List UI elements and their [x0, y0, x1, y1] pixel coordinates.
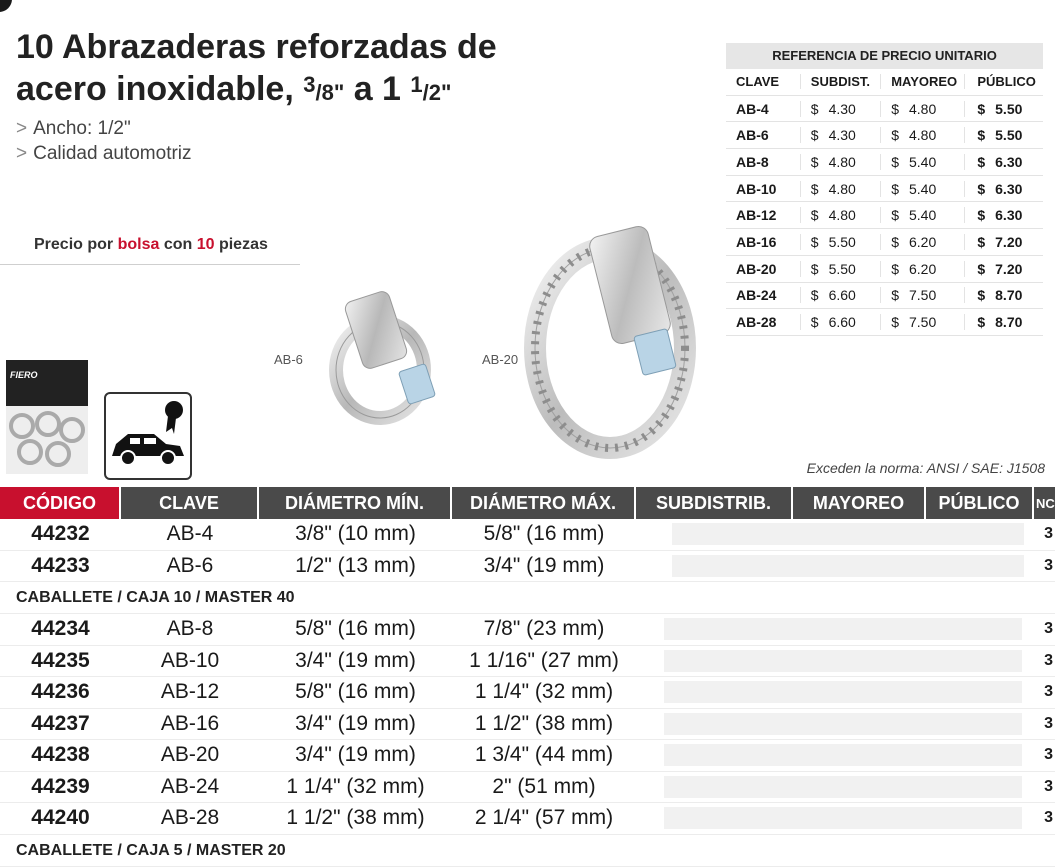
cell-clave: AB-20 [160, 743, 220, 767]
mayoreo-cell [880, 101, 964, 117]
norm-note: Exceden la norma: ANSI / SAE: J1508 [806, 460, 1045, 476]
cell-nc: 3 [1044, 651, 1053, 669]
price-row [726, 202, 1043, 229]
title-fraction-2-num: 1 [410, 72, 423, 97]
table-row [0, 772, 1055, 804]
publico: 5.50 [995, 100, 1023, 117]
header-mayoreo: MAYOREO [793, 487, 926, 519]
group-label: CABALLETE / CAJA 5 / MASTER 20 [0, 835, 1055, 867]
chevron-right-icon: > [16, 143, 28, 164]
header-codigo: CÓDIGO [0, 487, 121, 519]
publico-cell [964, 154, 1043, 170]
table-row [0, 614, 1055, 646]
price-row [726, 283, 1043, 310]
subdist: 4.80 [828, 180, 856, 197]
cell-clave: AB-6 [166, 553, 214, 577]
cell-prices-blank [636, 744, 1034, 766]
cell-codigo: 44240 [31, 806, 90, 830]
currency: $ [977, 207, 986, 224]
cell-codigo: 44232 [31, 522, 90, 546]
publico-cell [964, 314, 1043, 330]
col-publico: PÚBLICO [964, 74, 1043, 89]
cell-prices-blank [636, 650, 1034, 672]
subdist-cell [800, 181, 880, 197]
mayoreo: 4.80 [908, 127, 937, 144]
publico-cell [964, 287, 1043, 303]
clave: AB-20 [736, 260, 777, 277]
currency: $ [810, 287, 819, 304]
package-brand-logo: FIERO [10, 370, 38, 380]
cell-nc: 3 [1044, 809, 1053, 827]
mayoreo-cell [880, 287, 964, 303]
clave: AB-6 [736, 127, 769, 144]
table-row [0, 551, 1055, 583]
mayoreo-cell [880, 181, 964, 197]
corner-mark [0, 0, 12, 12]
cell-codigo: 44233 [31, 553, 90, 577]
automotive-quality-icon [104, 392, 192, 480]
subdist: 4.80 [828, 153, 856, 170]
title-line-2a: acero inoxidable, [16, 70, 304, 108]
currency: $ [977, 153, 986, 170]
col-subdist: SUBDIST. [800, 74, 880, 89]
mayoreo-cell [880, 314, 964, 330]
currency: $ [977, 100, 986, 117]
cell-diametro-max: 3/4" (19 mm) [483, 553, 605, 577]
product-table [0, 487, 1055, 867]
subdist-cell [800, 127, 880, 143]
subdist: 5.50 [828, 233, 856, 250]
clave: AB-8 [736, 153, 769, 170]
currency: $ [891, 287, 899, 304]
clave: AB-28 [736, 314, 777, 331]
table-row [0, 740, 1055, 772]
header-subdistrib: SUBDISTRIB. [636, 487, 793, 519]
subdist: 4.80 [828, 207, 856, 224]
cell-diametro-max: 1 3/4" (44 mm) [474, 743, 614, 767]
cell-diametro-min: 5/8" (16 mm) [295, 617, 416, 641]
publico-cell [964, 207, 1043, 223]
header-nc: NC [1034, 487, 1055, 519]
cell-prices-blank [636, 807, 1034, 829]
feature-text: Calidad automotriz [33, 143, 192, 164]
award-ribbon-icon [165, 401, 183, 434]
cell-diametro-max: 1 1/4" (32 mm) [474, 680, 614, 704]
currency: $ [977, 180, 986, 197]
currency: $ [977, 260, 986, 277]
currency: $ [977, 127, 986, 144]
subdist-cell [800, 101, 880, 117]
publico-cell [964, 234, 1043, 250]
bag-word: bolsa [117, 236, 160, 253]
hose-clamp-large-image [518, 220, 703, 465]
subdist-cell [800, 261, 880, 277]
cell-prices-blank [636, 555, 1034, 577]
cell-clave: AB-28 [160, 806, 220, 830]
subdist: 6.60 [828, 314, 856, 331]
subdist: 5.50 [828, 260, 856, 277]
table-row [0, 803, 1055, 835]
header-diametro-min: DIÁMETRO MÍN. [259, 487, 452, 519]
mayoreo: 5.40 [908, 180, 937, 197]
price-row [726, 309, 1043, 336]
cell-prices-blank [636, 713, 1034, 735]
publico: 8.70 [995, 287, 1023, 304]
header-clave: CLAVE [121, 487, 259, 519]
price-row [726, 229, 1043, 256]
group-label: CABALLETE / CAJA 10 / MASTER 40 [0, 582, 1055, 614]
cell-prices-blank [636, 681, 1034, 703]
mayoreo: 6.20 [908, 233, 937, 250]
bag-count: 10 [196, 236, 215, 253]
currency: $ [891, 100, 899, 117]
table-row [0, 646, 1055, 678]
subdist-cell [800, 234, 880, 250]
feature-item [16, 141, 192, 166]
cell-nc: 3 [1044, 777, 1053, 795]
cell-diametro-max: 7/8" (23 mm) [483, 617, 605, 641]
title-line-1: 10 Abrazaderas reforzadas de [16, 28, 497, 66]
package-contents-image [6, 406, 88, 474]
currency: $ [810, 207, 819, 224]
publico: 6.30 [995, 207, 1023, 224]
cell-clave: AB-4 [166, 522, 214, 546]
publico: 8.70 [995, 314, 1023, 331]
feature-list [16, 116, 192, 166]
subdist-cell [800, 287, 880, 303]
bag-price-note [34, 236, 268, 254]
cell-codigo: 44238 [31, 743, 90, 767]
publico-cell [964, 101, 1043, 117]
cell-clave: AB-16 [160, 711, 220, 735]
clave: AB-4 [736, 100, 769, 117]
mayoreo-cell [880, 207, 964, 223]
mayoreo: 7.50 [908, 287, 937, 304]
mayoreo-cell [880, 234, 964, 250]
cell-nc: 3 [1044, 714, 1053, 732]
currency: $ [891, 207, 899, 224]
publico: 6.30 [995, 153, 1023, 170]
currency: $ [891, 314, 899, 331]
price-reference-heading: REFERENCIA DE PRECIO UNITARIO [726, 43, 1043, 69]
publico-cell [964, 181, 1043, 197]
cell-prices-blank [636, 618, 1034, 640]
cell-diametro-min: 3/4" (19 mm) [295, 711, 416, 735]
cell-nc: 3 [1044, 556, 1053, 574]
cell-diametro-max: 1 1/16" (27 mm) [469, 648, 619, 672]
cell-prices-blank [636, 523, 1034, 545]
cell-diametro-max: 2" (51 mm) [492, 774, 596, 798]
product-package-image [6, 360, 88, 474]
publico: 7.20 [995, 233, 1023, 250]
bag-prefix: Precio por [34, 236, 118, 253]
cell-clave: AB-12 [160, 680, 220, 704]
cell-diametro-min: 3/4" (19 mm) [295, 743, 416, 767]
cell-codigo: 44239 [31, 774, 90, 798]
image-label-small: AB-6 [274, 352, 303, 367]
cell-diametro-min: 5/8" (16 mm) [295, 680, 416, 704]
table-row [0, 677, 1055, 709]
clave: AB-10 [736, 180, 777, 197]
divider [0, 264, 300, 265]
cell-clave: AB-24 [160, 774, 220, 798]
currency: $ [891, 260, 899, 277]
currency: $ [810, 260, 819, 277]
table-header-row [0, 487, 1055, 519]
currency: $ [977, 314, 986, 331]
title-fraction-2-den: /2" [422, 80, 452, 105]
package-header [6, 360, 88, 406]
image-label-large: AB-20 [482, 352, 519, 367]
cell-prices-blank [636, 776, 1034, 798]
feature-item [16, 116, 192, 141]
table-row [0, 519, 1055, 551]
header-diametro-max: DIÁMETRO MÁX. [452, 487, 636, 519]
mayoreo: 4.80 [908, 100, 937, 117]
currency: $ [891, 180, 899, 197]
price-row [726, 122, 1043, 149]
cell-nc: 3 [1044, 746, 1053, 764]
clave: AB-16 [736, 233, 777, 250]
currency: $ [891, 233, 899, 250]
price-row [726, 149, 1043, 176]
mayoreo: 6.20 [908, 260, 937, 277]
currency: $ [891, 153, 899, 170]
cell-diametro-max: 2 1/4" (57 mm) [474, 806, 614, 830]
bag-suffix: piezas [214, 236, 268, 253]
cell-nc: 3 [1044, 525, 1053, 543]
currency: $ [810, 100, 819, 117]
subdist: 4.30 [828, 100, 856, 117]
table-row [0, 709, 1055, 741]
mayoreo: 7.50 [908, 314, 937, 331]
col-mayoreo: MAYOREO [880, 74, 964, 89]
clave: AB-24 [736, 287, 777, 304]
publico-cell [964, 261, 1043, 277]
clave: AB-12 [736, 207, 777, 224]
cell-diametro-min: 1 1/4" (32 mm) [286, 774, 425, 798]
cell-diametro-min: 3/4" (19 mm) [295, 648, 416, 672]
currency: $ [810, 127, 819, 144]
publico-cell [964, 127, 1043, 143]
bag-mid: con [159, 236, 197, 253]
subdist: 6.60 [828, 287, 856, 304]
feature-text: Ancho: 1/2" [33, 118, 131, 139]
mayoreo-cell [880, 261, 964, 277]
cell-diametro-min: 1/2" (13 mm) [295, 553, 416, 577]
mayoreo: 5.40 [908, 207, 937, 224]
cell-diametro-min: 3/8" (10 mm) [295, 522, 416, 546]
title-fraction-1-num: 3 [303, 72, 316, 97]
cell-nc: 3 [1044, 620, 1053, 638]
cell-codigo: 44234 [31, 617, 90, 641]
subdist: 4.30 [828, 127, 856, 144]
cell-codigo: 44236 [31, 680, 90, 704]
cell-codigo: 44235 [31, 648, 90, 672]
subdist-cell [800, 207, 880, 223]
currency: $ [810, 153, 819, 170]
price-row [726, 256, 1043, 283]
cell-diametro-max: 5/8" (16 mm) [483, 522, 605, 546]
currency: $ [810, 233, 819, 250]
cell-clave: AB-8 [166, 617, 214, 641]
hose-clamp-small-image [325, 285, 445, 430]
currency: $ [977, 233, 986, 250]
price-reference-header-row [726, 69, 1043, 96]
cell-diametro-min: 1 1/2" (38 mm) [286, 806, 425, 830]
publico: 7.20 [995, 260, 1023, 277]
publico: 6.30 [995, 180, 1023, 197]
mayoreo-cell [880, 154, 964, 170]
currency: $ [810, 180, 819, 197]
title-line-2b: a 1 [344, 70, 411, 108]
price-reference-table [726, 43, 1043, 336]
cell-nc: 3 [1044, 683, 1053, 701]
title-fraction-1-den: /8" [315, 80, 345, 105]
page-title [16, 28, 497, 112]
publico: 5.50 [995, 127, 1023, 144]
cell-clave: AB-10 [160, 648, 220, 672]
subdist-cell [800, 314, 880, 330]
currency: $ [810, 314, 819, 331]
cell-diametro-max: 1 1/2" (38 mm) [474, 711, 614, 735]
currency: $ [891, 127, 899, 144]
mayoreo: 5.40 [908, 153, 937, 170]
mayoreo-cell [880, 127, 964, 143]
header-publico: PÚBLICO [926, 487, 1034, 519]
cell-codigo: 44237 [31, 711, 90, 735]
currency: $ [977, 287, 986, 304]
price-row [726, 96, 1043, 123]
col-clave: CLAVE [736, 74, 780, 90]
price-row [726, 176, 1043, 203]
car-icon [106, 394, 190, 478]
chevron-right-icon: > [16, 118, 28, 139]
subdist-cell [800, 154, 880, 170]
